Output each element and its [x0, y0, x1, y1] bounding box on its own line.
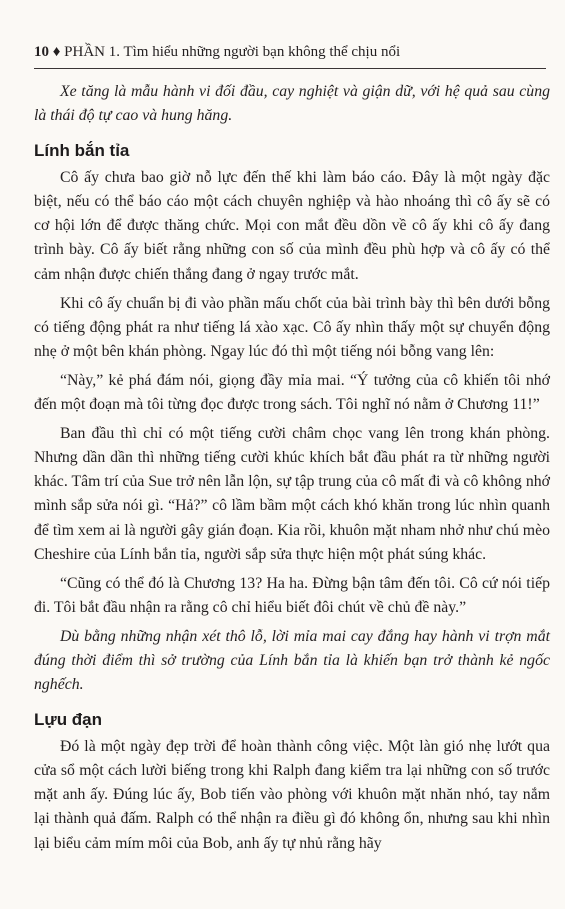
header-separator: ♦: [52, 44, 61, 60]
body-text: [34, 80, 550, 861]
paragraph: Khi cô ấy chuẩn bị đi vào phần mấu chốt của bài trình bày thì bên dưới bỗng có tiếng động phát ra như tiếng lá xào xạc. Cô ấy nhìn thấy một sự chuyển động nhẹ ở một bên khán phòng. Ngay lúc đó thì một tiếng nói bỗng vang lên:: [34, 294, 550, 360]
paragraph: Cô ấy chưa bao giờ nỗ lực đến thế khi làm báo cáo. Đây là một ngày đặc biệt, nếu có thể báo cáo một cách chuyên nghiệp và hào nhoáng thì cô ấy sẽ có cơ hội lớn để được thăng chức. Mọi con mắt đều dồn về cô ấy khi cô ấy đang trình bày. Cô ấy biết rằng những con số của mình đều phù hợp và cô ấy có thể cảm nhận được chiến thắng đang ở ngay trước mắt.: [34, 169, 550, 283]
header-rule: [34, 68, 546, 69]
paragraph: “Này,” kẻ phá đám nói, giọng đầy mỉa mai. “Ý tưởng của cô khiến tôi nhớ đến một đoạn mà tôi từng đọc được trong sách. Tôi nghĩ nó nằm ở Chương 11!”: [34, 371, 550, 414]
intro-italic-paragraph: Xe tăng là mẫu hành vi đối đầu, cay nghiệt và giận dữ, với hệ quả sau cùng là thái độ tự cao và hung hăng.: [34, 83, 550, 125]
chapter-title: PHẦN 1. Tìm hiểu những người bạn không thể chịu nổi: [64, 44, 401, 60]
paragraph: Đó là một ngày đẹp trời để hoàn thành công việc. Một làn gió nhẹ lướt qua cửa sổ một cách lười biếng trong khi Ralph đang kiểm tra lại những con số trước mặt anh ấy. Đúng lúc ấy, Bob tiến vào phòng với khuôn mặt nhăn nhó, tay nắm lại thành quả đấm. Ralph có thể nhận ra điều gì đó không ổn, nhưng sau khi nhìn lại biểu cảm mím môi của Bob, anh ấy tự nhủ rằng hãy: [34, 738, 550, 852]
summary-italic-paragraph: Dù bằng những nhận xét thô lỗ, lời mỉa mai cay đắng hay hành vi trợn mắt đúng thời điểm thì sở trường của Lính bắn tỉa là khiến bạn trở thành kẻ ngốc nghếch.: [34, 627, 550, 694]
section-heading-grenade: Lựu đạn: [34, 710, 103, 730]
section-heading-sniper: Lính bắn tỉa: [34, 141, 130, 161]
running-header: [34, 43, 546, 61]
page-number: 10: [34, 44, 49, 60]
paragraph: Ban đầu thì chỉ có một tiếng cười châm chọc vang lên trong khán phòng. Nhưng dần dần thì những tiếng cười khúc khích bắt đầu phát ra từ những người khác. Tâm trí của Sue trở nên lẫn lộn, sự tập trung của cô mất đi và cô không nhớ mình sắp sửa nói gì. “Hả?” cô lầm bầm một cách khó khăn trong lúc nhìn quanh để tìm xem ai là người gây gián đoạn. Kia rồi, khuôn mặt nham nhở như chú mèo Cheshire của Lính bắn tỉa, người sắp sửa thực hiện một phát súng khác.: [34, 425, 550, 563]
paragraph: “Cũng có thể đó là Chương 13? Ha ha. Đừng bận tâm đến tôi. Cô cứ nói tiếp đi. Tôi bắt đầu nhận ra rằng cô chỉ hiểu biết đôi chút về chủ đề này.”: [34, 574, 550, 616]
